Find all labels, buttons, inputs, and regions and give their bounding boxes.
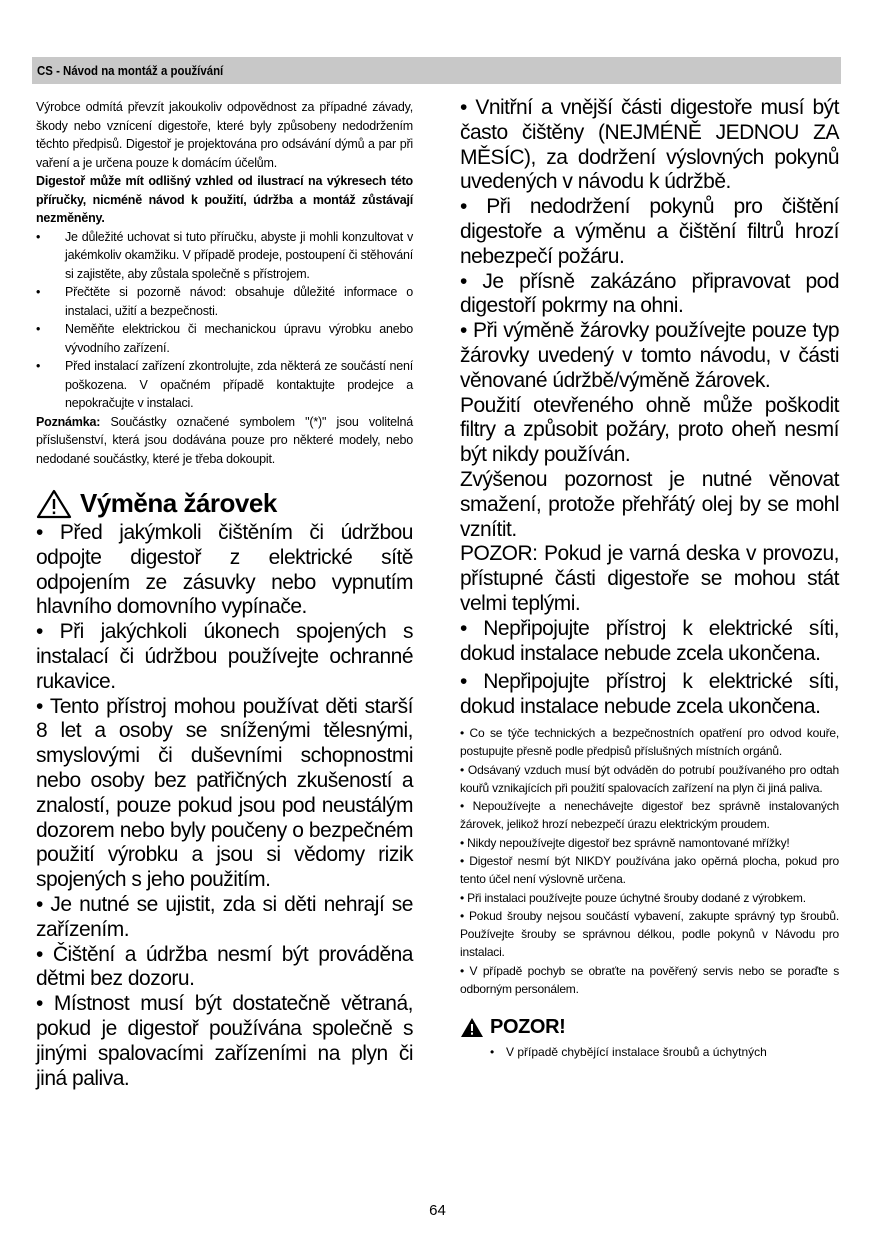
safety-paragraph: • Je nutné se ujistit, zda si děti nehrají se zařízením. <box>36 892 413 941</box>
pozor-heading <box>460 1016 839 1039</box>
last-bullet <box>460 1043 839 1061</box>
safety-paragraph: • Nepřipojujte přístroj k elektrické síti, dokud instalace nebude zcela ukončena. <box>460 616 839 665</box>
right-safety-paragraphs <box>460 96 839 720</box>
small-paragraph: • Co se týče technických a bezpečnostních opatření pro odvod kouře, postupujte přesně podle předpisů příslušných místních orgánů. <box>460 725 839 759</box>
safety-paragraph: • Nepřipojujte přístroj k elektrické síti, dokud instalace nebude zcela ukončena. <box>460 670 839 719</box>
list-item: • Před instalací zařízení zkontrolujte, zda některá ze součástí není poškozena. V opačném případě kontaktujte prodejce a nepokračujte v instalaci. <box>36 357 413 413</box>
pozor-title: POZOR! <box>490 1016 566 1039</box>
note-text: Součástky označené symbolem "(*)" jsou volitelná příslušenství, která jsou dodávána pouze pro některé modely, nebo nedodané součástky, které je třeba dokoupit. <box>36 414 413 466</box>
page-number: 64 <box>429 1202 446 1219</box>
safety-paragraphs <box>36 521 413 1091</box>
small-paragraph: • Odsávaný vzduch musí být odváděn do potrubí používaného pro odtah kouřů vznikajících při použití spalovacích zařízení na plyn či jiná paliva. <box>460 762 839 795</box>
list-item: • Přečtěte si pozorně návod: obsahuje důležité informace o instalaci, užití a bezpečnosti. <box>36 283 413 320</box>
safety-paragraph: POZOR: Pokud je varná deska v provozu, přístupné části digestoře se mohou stát velmi teplými. <box>460 542 839 615</box>
safety-paragraph: • Při výměně žárovky používejte pouze typ žárovky uvedený v tomto návodu, v části věnované údržbě/výměně žárovek. <box>460 319 839 392</box>
safety-paragraph: • Vnitřní a vnější části digestoře musí být často čištěny (NEJMÉNĚ JEDNOU ZA MĚSÍC), za dodržení výslovných pokynů uvedených v návodu k údržbě. <box>460 96 839 194</box>
right-small-paragraphs <box>460 724 839 998</box>
small-paragraph: • Při instalaci používejte pouze úchytné šrouby dodané z výrobkem. <box>460 890 806 905</box>
safety-paragraph: • Místnost musí být dostatečně větraná, pokud je digestoř používána společně s jinými spalovacími zařízeními na plyn či jiná paliva. <box>36 992 413 1090</box>
small-paragraph: • Nikdy nepoužívejte digestoř bez správně namontované mřížky! <box>460 835 790 850</box>
list-item: • Neměňte elektrickou či mechanickou úpravu výrobku anebo vývodního zařízení. <box>36 320 413 357</box>
parts-note <box>36 413 413 469</box>
left-column <box>36 98 413 1091</box>
safety-paragraph: Zvýšenou pozornost je nutné věnovat smažení, protože přehřátý olej by se mohl vznítit. <box>460 467 839 541</box>
last-bullet-text: • V případě chybějící instalace šroubů a úchytných <box>506 1045 767 1060</box>
intro-bullets <box>36 228 413 413</box>
header-title: CS - Návod na montáž a používání <box>37 63 224 78</box>
small-paragraph: • Pokud šrouby nejsou součástí vybavení, zakupte správný typ šroubů. Používejte šrouby se správnou délkou, podle pokynů v Návodu pro instalaci. <box>460 908 839 960</box>
safety-paragraph: • Je přísně zakázáno připravovat pod digestoří pokrmy na ohni. <box>460 269 839 318</box>
safety-paragraph: • Při nedodržení pokynů pro čištění digestoře a výměnu a čištění filtrů hrozí nebezpečí požáru. <box>460 195 839 268</box>
note-label: Poznámka: <box>36 414 101 429</box>
small-paragraph: • Nepoužívejte a nenechávejte digestoř bez správně instalovaných žárovek, jelikož hrozí nebezpečí úrazu elektrickým proudem. <box>460 799 839 832</box>
right-column <box>460 96 839 1061</box>
section-heading <box>36 488 413 519</box>
list-item: • Je důležité uchovat si tuto příručku, abyste ji mohli konzultovat v jakémkoliv okamžiku. V případě prodeje, postoupení či stěhování si zajistěte, aby zůstala společně s přístrojem. <box>36 228 413 284</box>
safety-paragraph: • Před jakýmkoli čištěním či údržbou odpojte digestoř z elektrické sítě odpojením ze zásuvky nebo vypnutím hlavního domovního vypínače. <box>36 521 413 619</box>
intro-paragraph: Výrobce odmítá převzít jakoukoliv odpovědnost za případné závady, škody nebo vznícení digestoře, které byly způsobeny nedodržením těchto předpisů. Digestoř je projektována pro odsávání dýmů a par při vaření a je určena pouze k domácím účelům. <box>36 100 413 170</box>
small-paragraph: • Digestoř nesmí být NIKDY používána jako opěrná plocha, pokud pro tento účel není výslovně určena. <box>460 854 839 887</box>
small-paragraph: • V případě pochyb se obraťte na pověřený servis nebo se poraďte s odborným personálem. <box>460 963 839 997</box>
section-header <box>32 57 841 84</box>
safety-paragraph: Použití otevřeného ohně může poškodit filtry a způsobit požáry, proto oheň nesmí být nikdy používán. <box>460 393 839 467</box>
safety-paragraph: • Čištění a údržba nesmí být prováděna dětmi bez dozoru. <box>36 942 413 991</box>
warning-filled-icon <box>460 1017 484 1038</box>
safety-paragraph: • Tento přístroj mohou používat děti starší 8 let a osoby se sníženými tělesnými, smyslovými či duševními schopnostmi nebo osoby bez patřičných zkušeností a znalostí, pouze pokud jsou pod neustálým dozorem nebo byly poučeny o bezpečném použití výrobku a jsou si vědomy rizik spojených s jeho použitím. <box>36 694 413 892</box>
intro-section <box>36 98 413 468</box>
warning-triangle-icon <box>36 489 72 519</box>
section-title: Výměna žárovek <box>80 488 277 518</box>
appearance-note: Digestoř může mít odlišný vzhled od ilustrací na výkresech této příručky, nicméně návod k použití, údržba a montáž zůstávají nezměněny. <box>36 174 413 225</box>
safety-paragraph: • Při jakýchkoli úkonech spojených s instalací či údržbou používejte ochranné rukavice. <box>36 620 413 693</box>
